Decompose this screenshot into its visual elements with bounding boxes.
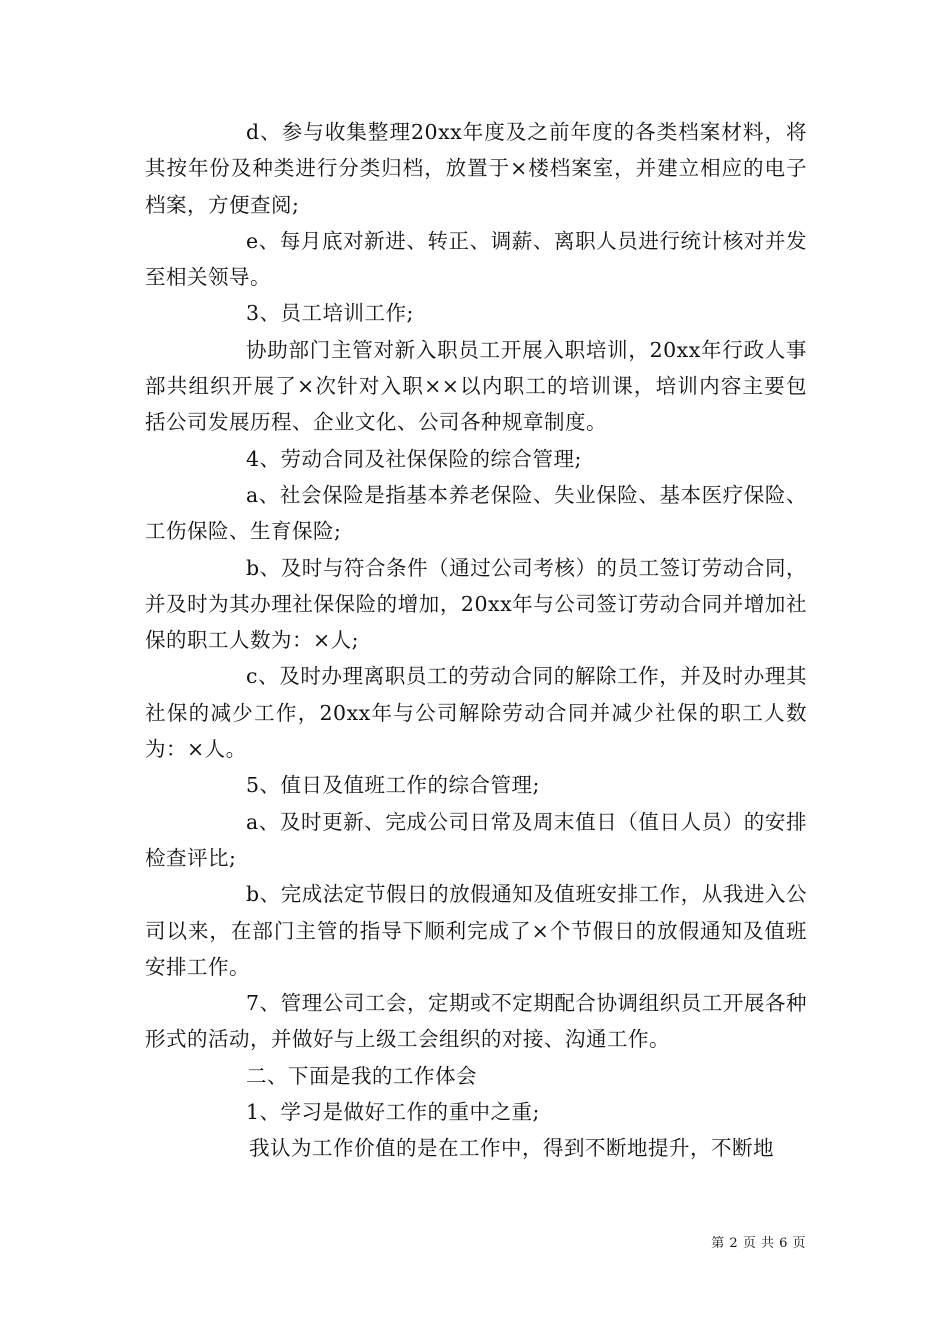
paragraph-monthly-stats: e、每月底对新进、转正、调薪、离职人员进行统计核对并发至相关领导。 <box>145 228 807 290</box>
paragraph-social-insurance: a、社会保险是指基本养老保险、失业保险、基本医疗保险、工伤保险、生育保险; <box>145 482 807 544</box>
paragraph-union-management: 7、管理公司工会，定期或不定期配合协调组织员工开展各种形式的活动，并做好与上级工会组织的对接、沟通工作。 <box>145 991 807 1052</box>
paragraph-heading-duty: 5、值日及值班工作的综合管理; <box>246 773 540 798</box>
paragraph-heading-contracts: 4、劳动合同及社保保险的综合管理; <box>246 446 582 471</box>
paragraph-work-value: 我认为工作价值的是在工作中，得到不断地提升，不断地 <box>249 1136 774 1161</box>
paragraph-archive-filing: d、参与收集整理20xx年度及之前年度的各类档案材料，将其按年份及种类进行分类归档，放置于×楼档案室，并建立相应的电子档案，方便查阅; <box>145 120 807 217</box>
paragraph-contract-signing: b、及时与符合条件（通过公司考核）的员工签订劳动合同，并及时为其办理社保保险的增加，20xx年与公司签订劳动合同并增加社保的职工人数为：×人; <box>145 555 807 653</box>
document-body <box>145 114 807 1167</box>
page-number-footer: 第 2 页 共 6 页 <box>711 1236 806 1251</box>
paragraph-heading-training: 3、员工培训工作; <box>246 301 414 326</box>
paragraph-training-detail: 协助部门主管对新入职员工开展入职培训，20xx年行政人事部共组织开展了×次针对入职××以内职工的培训课，培训内容主要包括公司发展历程、企业文化、公司各种规章制度。 <box>145 337 807 435</box>
paragraph-contract-termination: c、及时办理离职员工的劳动合同的解除工作，并及时办理其社保的减少工作，20xx年与公司解除劳动合同并减少社保的职工人数为：×人。 <box>145 664 807 762</box>
paragraph-duty-schedule: a、及时更新、完成公司日常及周末值日（值日人员）的安排检查评比; <box>145 809 807 870</box>
paragraph-heading-experience: 二、下面是我的工作体会 <box>246 1063 477 1088</box>
paragraph-holiday-notice: b、完成法定节假日的放假通知及值班安排工作，从我进入公司以来，在部门主管的指导下顺利完成了×个节假日的放假通知及值班安排工作。 <box>145 882 807 979</box>
paragraph-heading-learning: 1、学习是做好工作的重中之重; <box>246 1100 540 1125</box>
